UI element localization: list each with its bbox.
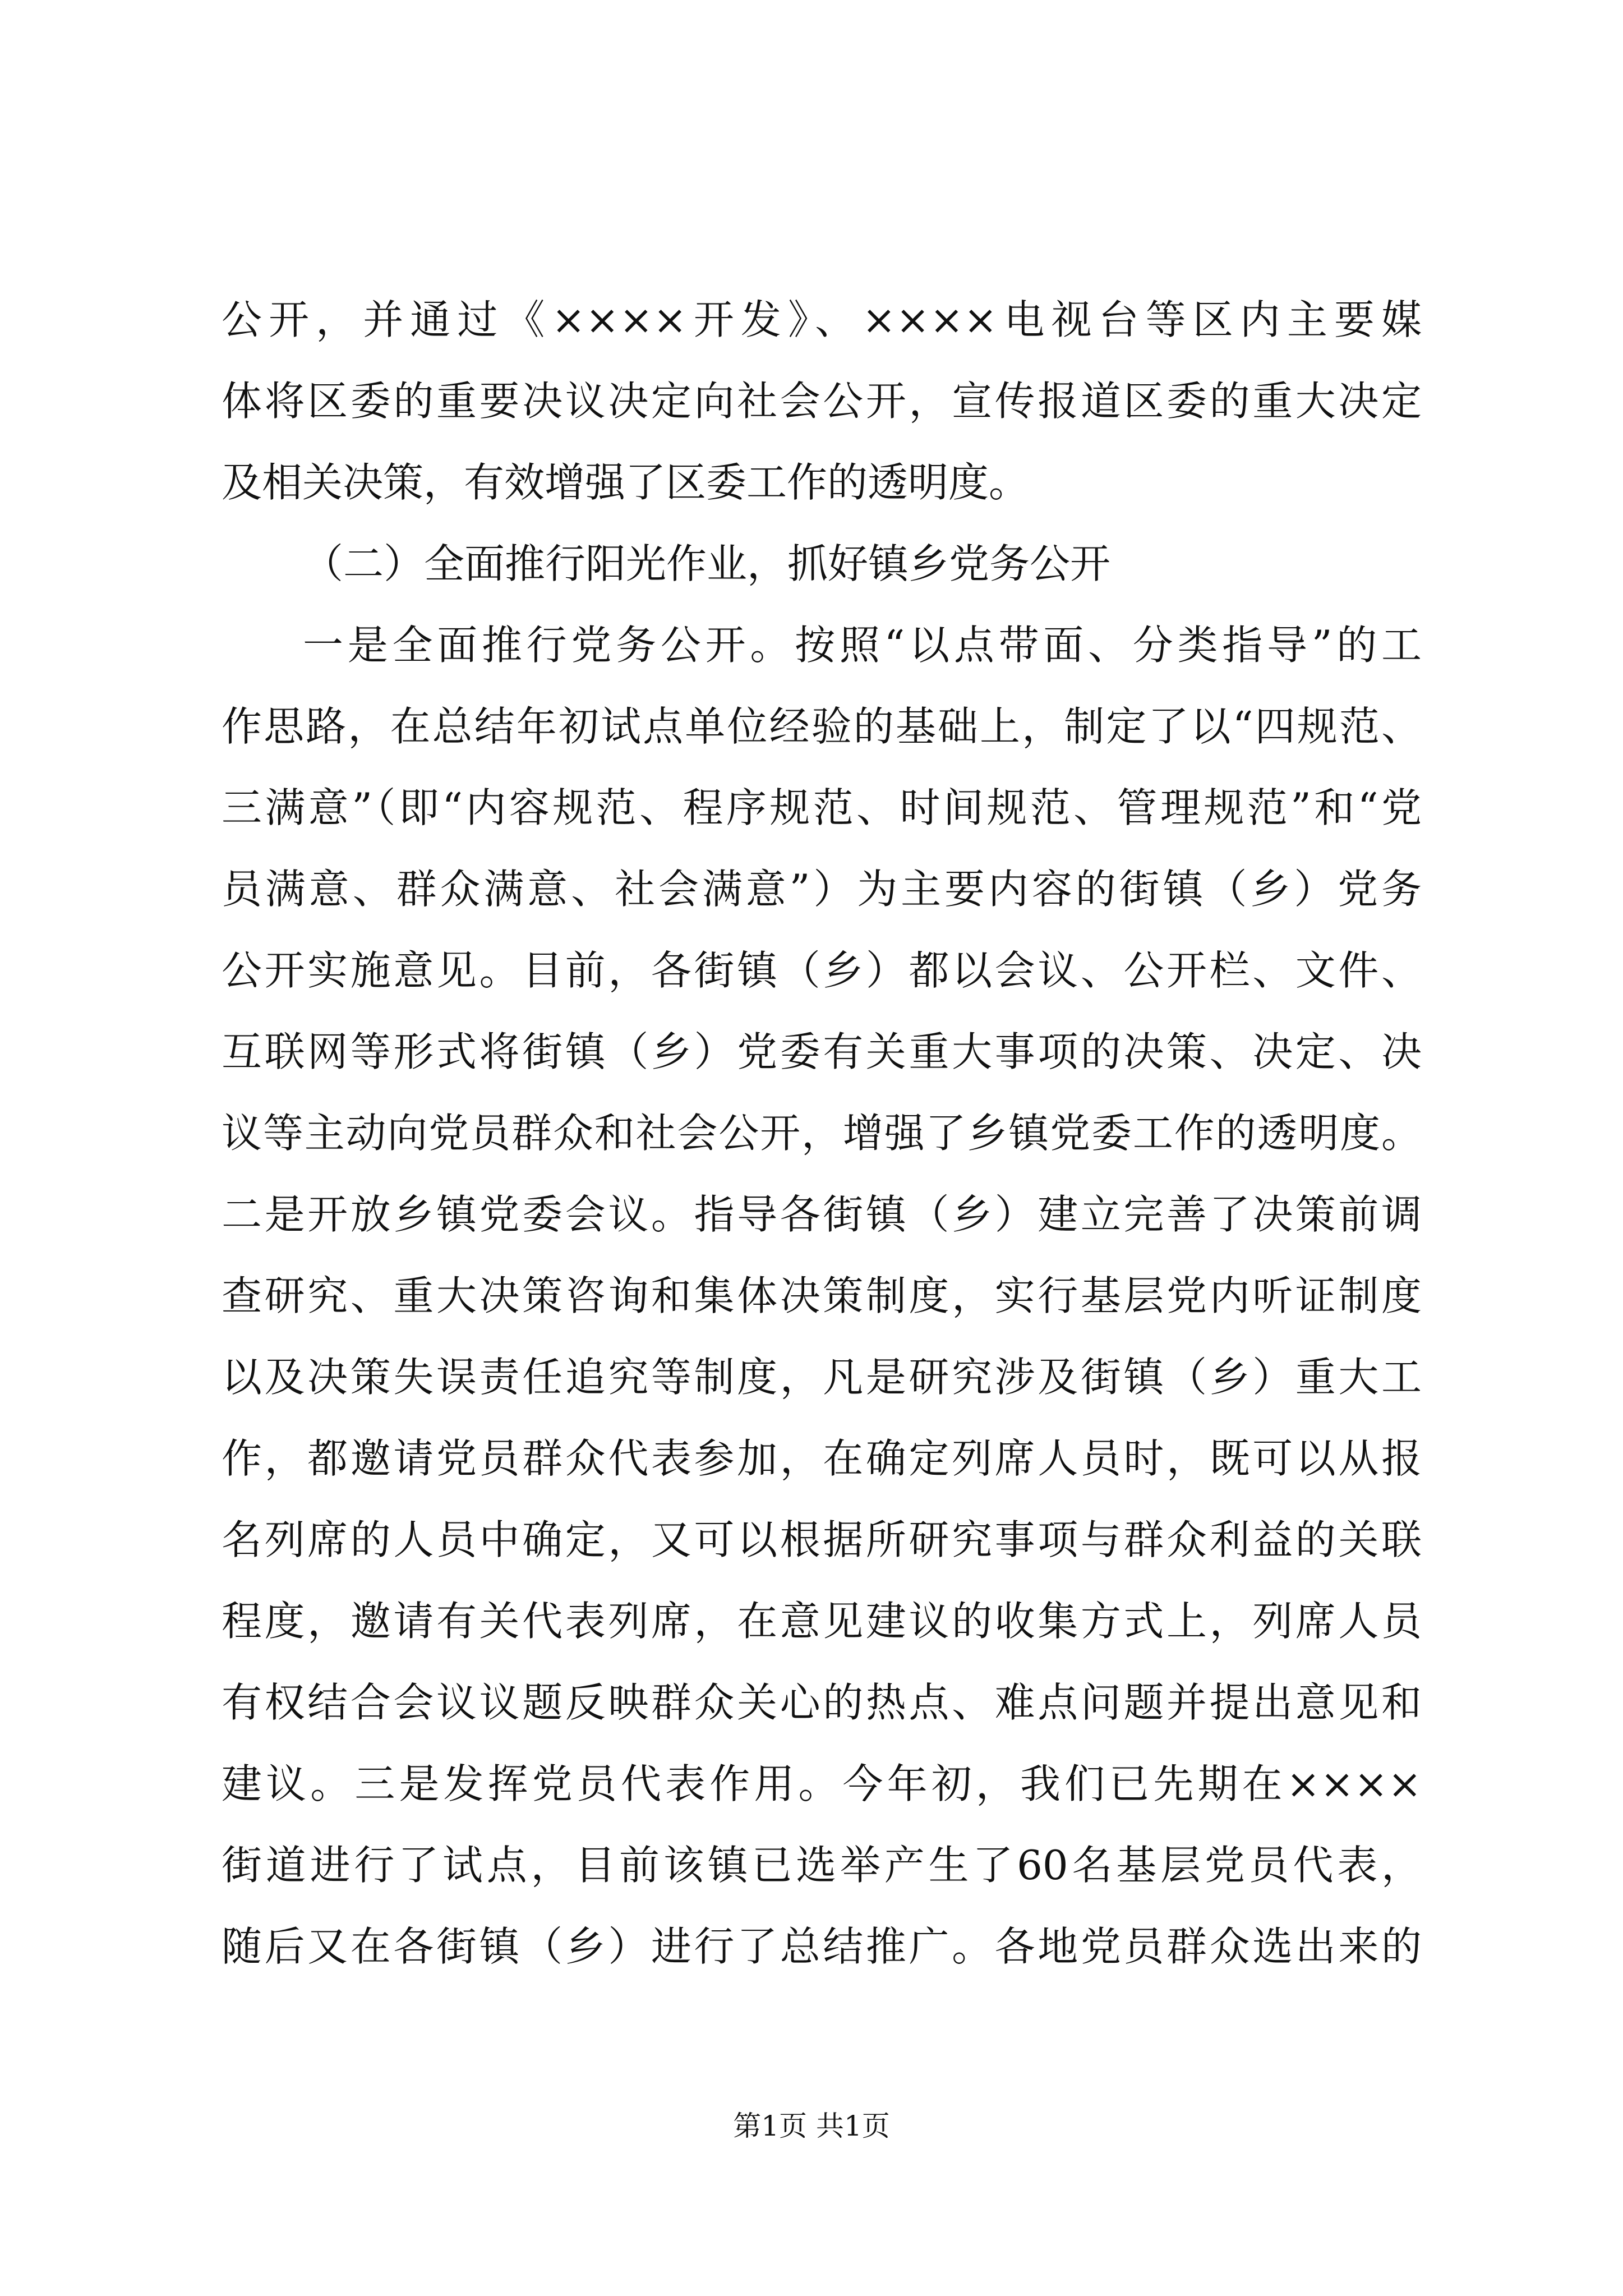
body-text-line: 议等主动向党员群众和社会公开，增强了乡镇党委工作的透明度。 xyxy=(222,1110,1422,1157)
body-text-line: 建议。三是发挥党员代表作用。今年初，我们已先期在×××× xyxy=(222,1760,1422,1807)
body-text-line: 作，都邀请党员群众代表参加，在确定列席人员时，既可以从报 xyxy=(222,1435,1422,1482)
body-text-line: 程度，邀请有关代表列席，在意见建议的收集方式上，列席人员 xyxy=(222,1598,1422,1645)
body-text-line: 公开，并通过《××××开发》、××××电视台等区内主要媒 xyxy=(222,296,1422,343)
body-text-line: 二是开放乡镇党委会议。指导各街镇（乡）建立完善了决策前调 xyxy=(222,1191,1422,1238)
body-text-line: 作思路，在总结年初试点单位经验的基础上，制定了以“四规范、 xyxy=(222,703,1422,750)
body-text-line: 查研究、重大决策咨询和集体决策制度，实行基层党内听证制度 xyxy=(222,1272,1422,1319)
body-text-line: 体将区委的重要决议决定向社会公开，宣传报道区委的重大决定 xyxy=(222,378,1422,425)
body-text-line: 一是全面推行党务公开。按照“以点带面、分类指导”的工 xyxy=(303,622,1422,669)
body-text-line: 员满意、群众满意、社会满意”）为主要内容的街镇（乡）党务 xyxy=(222,866,1422,913)
page-number-footer: 第1页 共1页 xyxy=(733,2110,890,2142)
body-text-line: 互联网等形式将街镇（乡）党委有关重大事项的决策、决定、决 xyxy=(222,1028,1422,1075)
body-text-line: 三满意”（即“内容规范、程序规范、时间规范、管理规范”和“党 xyxy=(222,784,1422,831)
body-text-line: 及相关决策，有效增强了区委工作的透明度。 xyxy=(222,459,1030,506)
body-text-line: 街道进行了试点，目前该镇已选举产生了60名基层党员代表， xyxy=(222,1842,1422,1889)
body-text-line: 随后又在各街镇（乡）进行了总结推广。各地党员群众选出来的 xyxy=(222,1923,1422,1970)
body-text-line: 以及决策失误责任追究等制度，凡是研究涉及街镇（乡）重大工 xyxy=(222,1354,1422,1401)
body-text-line: 名列席的人员中确定，又可以根据所研究事项与群众利益的关联 xyxy=(222,1516,1422,1563)
body-text-line: 公开实施意见。目前，各街镇（乡）都以会议、公开栏、文件、 xyxy=(222,947,1422,994)
section-heading: （二）全面推行阳光作业，抓好镇乡党务公开 xyxy=(303,540,1111,587)
body-text-line: 有权结合会议议题反映群众关心的热点、难点问题并提出意见和 xyxy=(222,1679,1422,1726)
